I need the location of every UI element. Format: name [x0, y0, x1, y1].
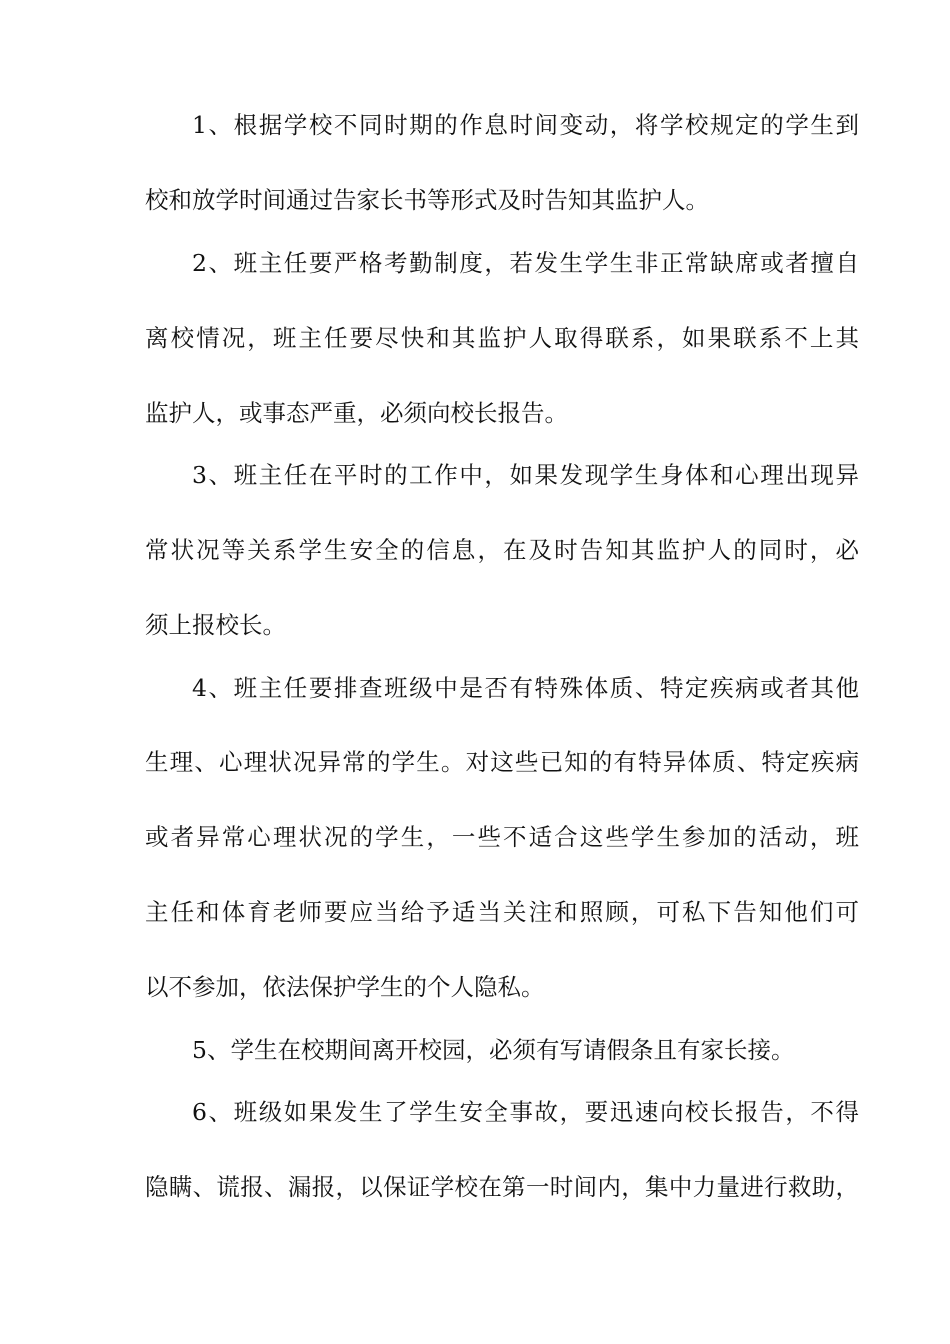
paragraph-2-line-3: 监护人，或事态严重，必须向校长报告。	[145, 399, 568, 427]
paragraph-4-line-3: 或者异常心理状况的学生，一些不适合这些学生参加的活动，班	[145, 823, 859, 851]
paragraph-3-line-3: 须上报校长。	[145, 611, 286, 639]
paragraph-4-line-4: 主任和体育老师要应当给予适当关注和照顾，可私下告知他们可	[145, 898, 859, 926]
paragraph-1-line-2: 校和放学时间通过告家长书等形式及时告知其监护人。	[145, 186, 709, 214]
paragraph-6-line-1: 6、班级如果发生了学生安全事故，要迅速向校长报告，不得	[192, 1098, 859, 1126]
paragraph-5-line-1: 5、学生在校期间离开校园，必须有写请假条且有家长接。	[192, 1036, 795, 1064]
paragraph-2-line-2: 离校情况，班主任要尽快和其监护人取得联系，如果联系不上其	[145, 324, 859, 352]
paragraph-3-line-2: 常状况等关系学生安全的信息，在及时告知其监护人的同时，必	[145, 536, 859, 564]
paragraph-1-line-1: 1、根据学校不同时期的作息时间变动，将学校规定的学生到	[192, 111, 859, 139]
paragraph-3-line-1: 3、班主任在平时的工作中，如果发现学生身体和心理出现异	[192, 461, 859, 489]
paragraph-6-line-2: 隐瞒、谎报、漏报，以保证学校在第一时间内，集中力量进行救助，	[145, 1173, 859, 1201]
paragraph-4-line-5: 以不参加，依法保护学生的个人隐私。	[145, 973, 545, 1001]
paragraph-4-line-2: 生理、心理状况异常的学生。对这些已知的有特异体质、特定疾病	[145, 748, 859, 776]
paragraph-4-line-1: 4、班主任要排查班级中是否有特殊体质、特定疾病或者其他	[192, 674, 859, 702]
paragraph-2-line-1: 2、班主任要严格考勤制度，若发生学生非正常缺席或者擅自	[192, 249, 859, 277]
